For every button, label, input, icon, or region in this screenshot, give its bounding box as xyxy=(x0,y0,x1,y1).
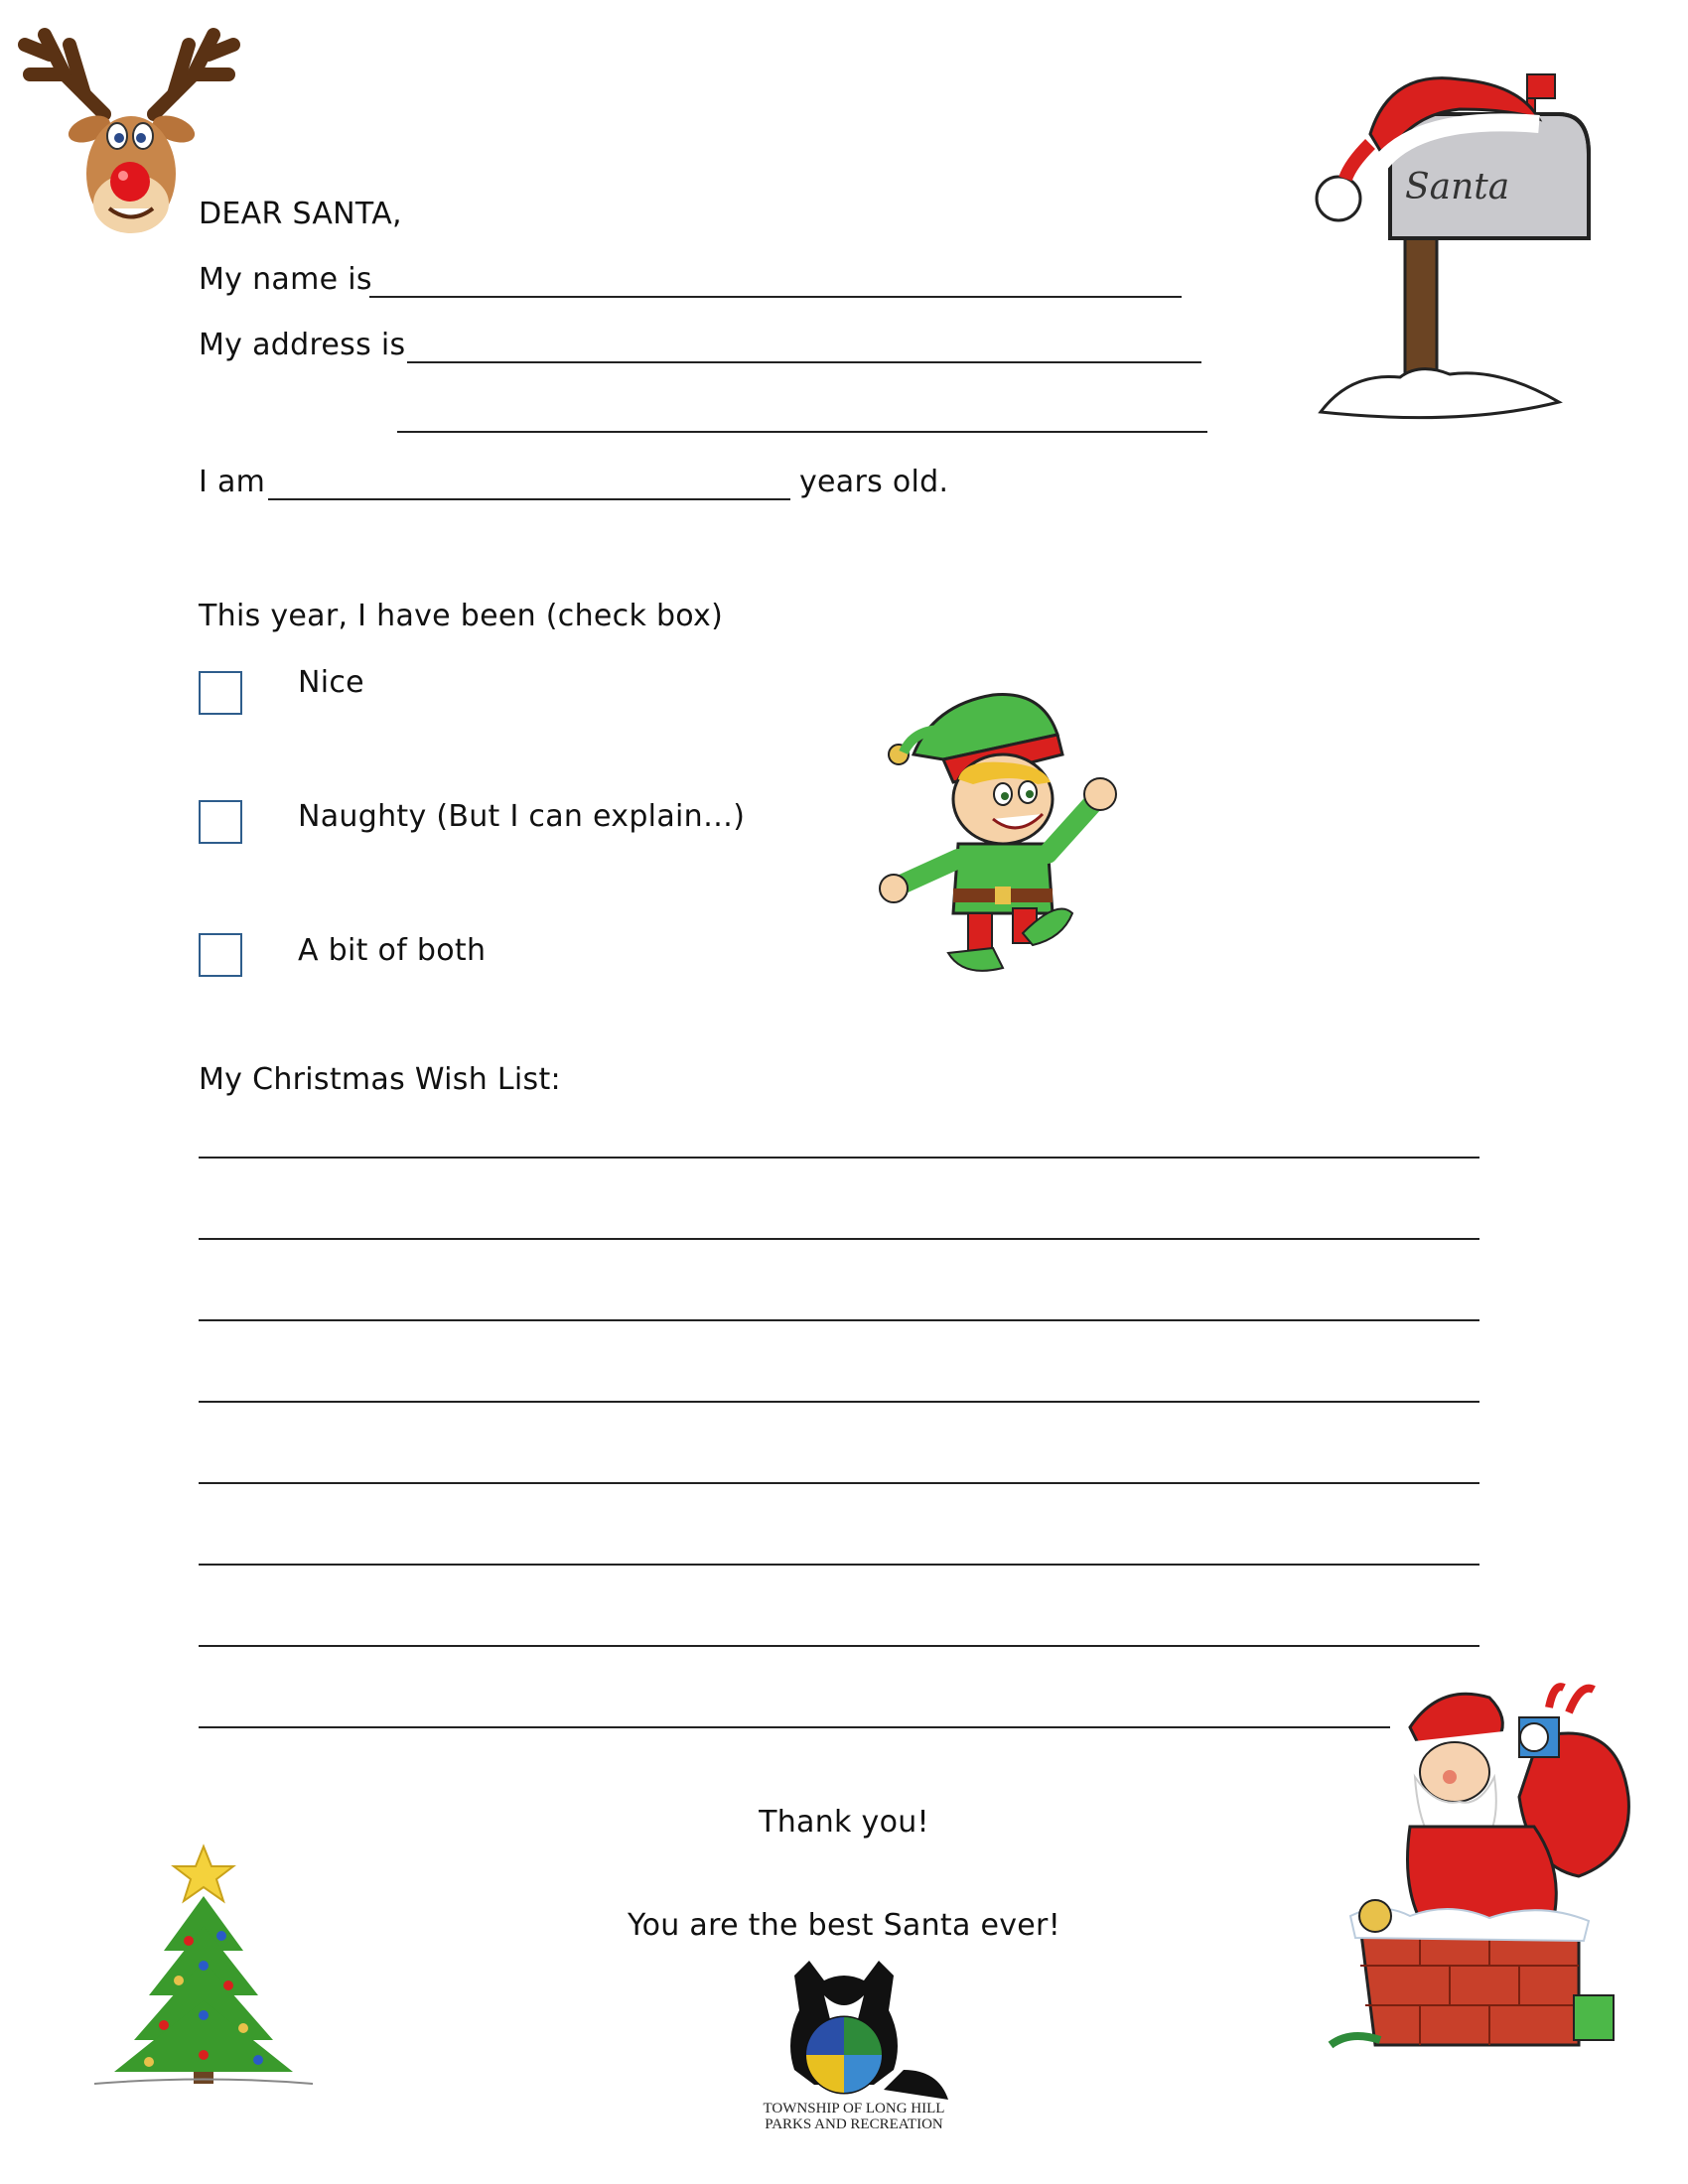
wishlist-line[interactable] xyxy=(199,1401,1479,1403)
both-option-label: A bit of both xyxy=(298,933,487,968)
wishlist-line[interactable] xyxy=(199,1726,1390,1728)
address-field-line-2[interactable] xyxy=(397,431,1207,433)
santa-chimney-icon xyxy=(1321,1678,1648,2055)
wishlist-line[interactable] xyxy=(199,1645,1479,1647)
age-field[interactable] xyxy=(268,498,790,500)
christmas-tree-icon xyxy=(84,1842,323,2090)
logo-line-2: PARKS AND RECREATION xyxy=(765,2116,943,2132)
logo-line-1: TOWNSHIP OF LONG HILL xyxy=(763,2101,945,2116)
address-label: My address is xyxy=(199,328,406,362)
township-logo xyxy=(755,1961,953,2119)
nice-option-label: Nice xyxy=(298,665,364,700)
wishlist-line[interactable] xyxy=(199,1238,1479,1240)
thank-you-text: Thank you! xyxy=(759,1805,929,1840)
name-field[interactable] xyxy=(369,296,1182,298)
age-prefix: I am xyxy=(199,465,266,499)
wishlist-line[interactable] xyxy=(199,1319,1479,1321)
behavior-prompt: This year, I have been (check box) xyxy=(199,599,724,633)
nice-checkbox[interactable] xyxy=(199,671,242,715)
wishlist-title: My Christmas Wish List: xyxy=(199,1062,561,1097)
mailbox-icon xyxy=(1311,65,1609,432)
wishlist-line[interactable] xyxy=(199,1482,1479,1484)
elf-icon xyxy=(874,685,1122,983)
naughty-checkbox[interactable] xyxy=(199,800,242,844)
wishlist-line[interactable] xyxy=(199,1157,1479,1159)
wishlist-line[interactable] xyxy=(199,1564,1479,1566)
age-suffix: years old. xyxy=(799,465,949,499)
naughty-option-label: Naughty (But I can explain…) xyxy=(298,799,746,834)
name-label: My name is xyxy=(199,262,372,297)
mailbox-label: Santa xyxy=(1405,167,1510,207)
closing-text: You are the best Santa ever! xyxy=(627,1908,1061,1943)
both-checkbox[interactable] xyxy=(199,933,242,977)
address-field-line-1[interactable] xyxy=(407,361,1201,363)
salutation: DEAR SANTA, xyxy=(199,197,402,231)
